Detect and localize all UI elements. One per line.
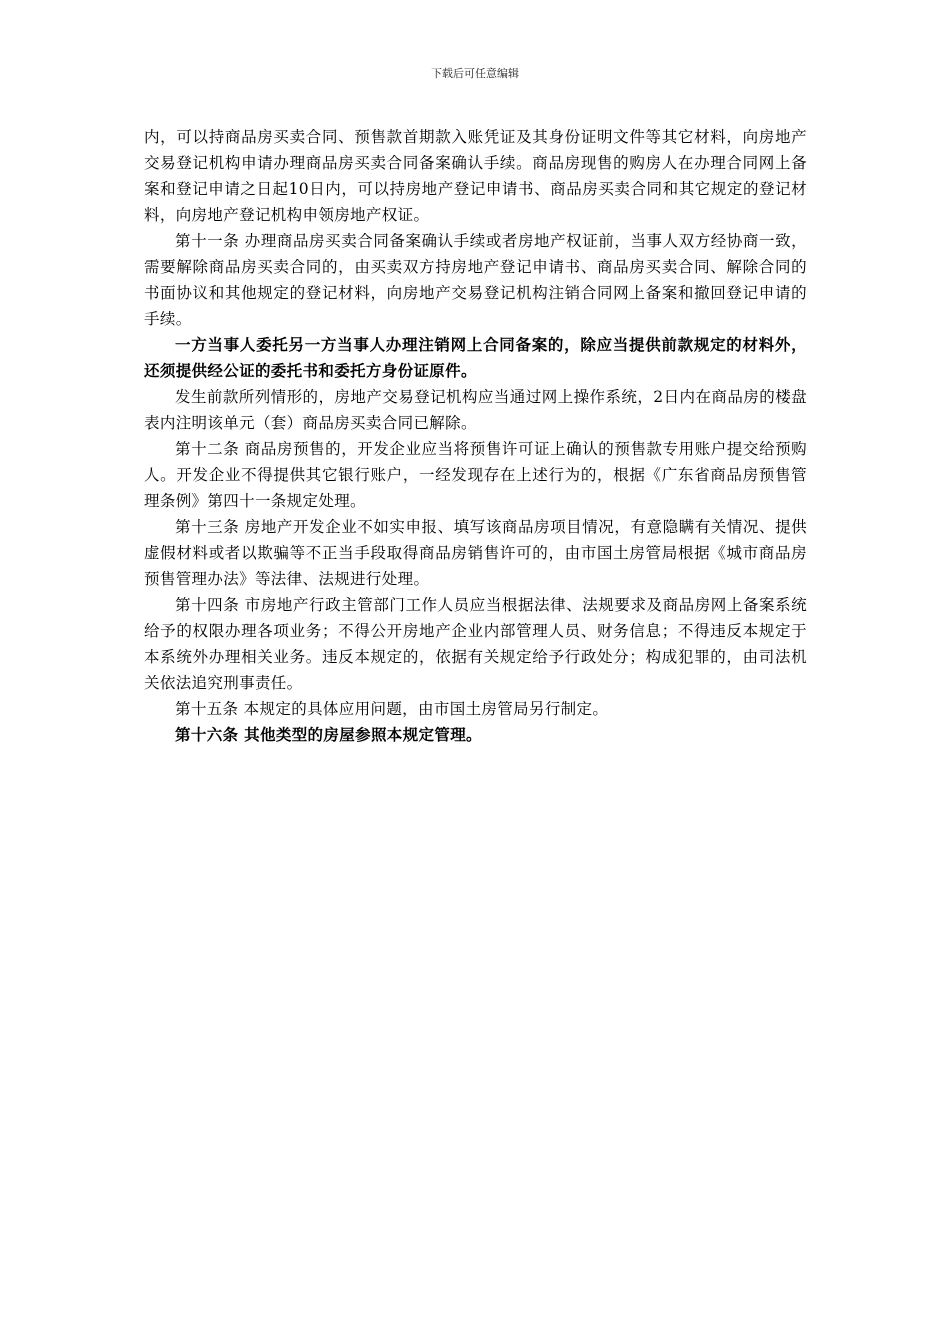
article-11-proxy-paragraph: 一方当事人委托另一方当事人办理注销网上合同备案的，除应当提供前款规定的材料外，还须提供经公证的委托书和委托方身份证原件。 xyxy=(144,335,807,380)
article-16-paragraph: 第十六条 其他类型的房屋参照本规定管理。 xyxy=(175,725,482,744)
article-11-registration-paragraph: 发生前款所列情形的，房地产交易登记机构应当通过网上操作系统，2日内在商品房的楼盘表内注明该单元（套）商品房买卖合同已解除。 xyxy=(144,388,807,432)
page-header: 下载后可任意编辑 xyxy=(431,67,519,80)
article-13-paragraph: 第十三条 房地产开发企业不如实申报、填写该商品房项目情况，有意隐瞒有关情况、提供虚假材料或者以欺骗等不正当手段取得商品房销售许可的，由市国土房管局根据《城市商品房预售管理办法》等法律、法规进行处理。 xyxy=(144,518,807,588)
article-12-paragraph: 第十二条 商品房预售的，开发企业应当将预售许可证上确认的预售款专用账户提交给预购人。开发企业不得提供其它银行账户，一经发现存在上述行为的，根据《广东省商品房预售管理条例》第四十一条规定处理。 xyxy=(144,440,807,510)
document-body xyxy=(144,124,807,748)
article-14-paragraph: 第十四条 市房地产行政主管部门工作人员应当根据法律、法规要求及商品房网上备案系统给予的权限办理各项业务；不得公开房地产企业内部管理人员、财务信息；不得违反本规定于本系统外办理相关业务。违反本规定的，依据有关规定给予行政处分；构成犯罪的，由司法机关依法追究刑事责任。 xyxy=(144,596,807,692)
paragraph-continuation: 内，可以持商品房买卖合同、预售款首期款入账凭证及其身份证明文件等其它材料，向房地产交易登记机构申请办理商品房买卖合同备案确认手续。商品房现售的购房人在办理合同网上备案和登记申请之日起10日内，可以持房地产登记申请书、商品房买卖合同和其它规定的登记材料，向房地产登记机构申领房地产权证。 xyxy=(144,128,807,224)
article-11-paragraph: 第十一条 办理商品房买卖合同备案确认手续或者房地产权证前，当事人双方经协商一致，需要解除商品房买卖合同的，由买卖双方持房地产登记申请书、商品房买卖合同、解除合同的书面协议和其他规定的登记材料，向房地产交易登记机构注销合同网上备案和撤回登记申请的手续。 xyxy=(144,232,807,328)
article-15-paragraph: 第十五条 本规定的具体应用问题，由市国土房管局另行制定。 xyxy=(175,700,609,718)
